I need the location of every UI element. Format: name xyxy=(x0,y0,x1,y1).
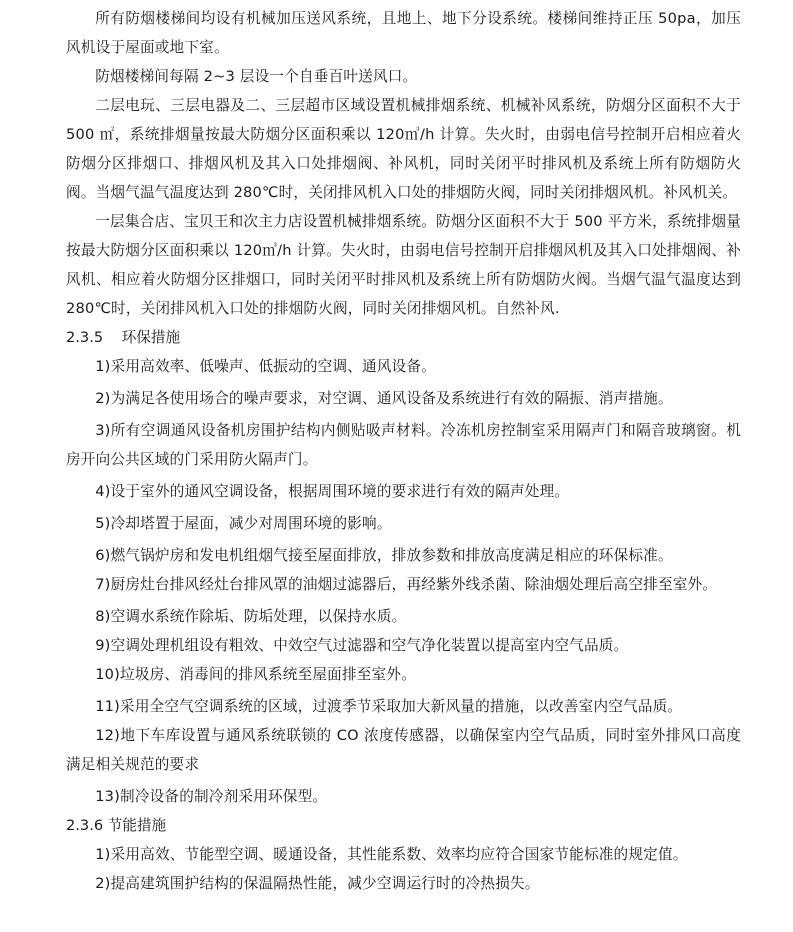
paragraph-first-floor-smoke-exhaust: 一层集合店、宝贝王和次主力店设置机械排烟系统。防烟分区面积不大于 500 平方米，系统排烟量按最大防烟分区面积乘以 120㎥/h 计算。失火时，由弱电信号控制开启排烟风机及其入口处排烟阀、补风机、相应着火防烟分区排烟口，同时关闭平时排风机及系统上所有防烟防火阀。当烟气温气温度达到 280℃时，关闭排风机入口处的排烟防火阀，同时关闭排烟风机。自然补风. xyxy=(66,213,741,317)
section-heading-environmental: 2.3.5 环保措施 xyxy=(66,329,181,346)
list-item: 8)空调水系统作除垢、防垢处理，以保持水质。 xyxy=(95,608,407,625)
list-item: 2)为满足各使用场合的噪声要求，对空调、通风设备及系统进行有效的隔振、消声措施。 xyxy=(95,390,673,407)
paragraph-louver: 防烟楼梯间每隔 2~3 层设一个自垂百叶送风口。 xyxy=(95,68,418,85)
list-item: 1)采用高效、节能型空调、暖通设备，其性能系数、效率均应符合国家节能标准的规定值。 xyxy=(95,846,688,863)
paragraph-pressurization: 所有防烟楼梯间均设有机械加压送风系统，且地上、地下分设系统。楼梯间维持正压 50pa，加压风机设于屋面或地下室。 xyxy=(66,10,741,56)
section-heading-energy-saving: 2.3.6 节能措施 xyxy=(66,817,167,834)
list-item: 5)冷却塔置于屋面，减少对周围环境的影响。 xyxy=(95,515,392,532)
list-item: 1)采用高效率、低噪声、低振动的空调、通风设备。 xyxy=(95,358,437,375)
list-item: 2)提高建筑围护结构的保温隔热性能，减少空调运行时的冷热损失。 xyxy=(95,875,540,892)
list-item: 3)所有空调通风设备机房围护结构内侧贴吸声材料。冷冻机房控制室采用隔声门和隔音玻璃窗。机房开向公共区域的门采用防火隔声门。 xyxy=(66,422,741,468)
list-item: 10)垃圾房、消毒间的排风系统至屋面排至室外。 xyxy=(95,666,416,683)
list-item: 12)地下车库设置与通风系统联锁的 CO 浓度传感器，以确保室内空气品质，同时室外排风口高度满足相关规范的要求 xyxy=(66,727,741,773)
list-item: 4)设于室外的通风空调设备，根据周围环境的要求进行有效的隔声处理。 xyxy=(95,483,570,500)
list-item: 11)采用全空气空调系统的区域，过渡季节采取加大新风量的措施，以改善室内空气品质。 xyxy=(95,698,683,715)
list-item: 7)厨房灶台排风经灶台排风罩的油烟过滤器后，再经紫外线杀菌、除油烟处理后高空排至室外。 xyxy=(95,576,718,593)
list-item: 13)制冷设备的制冷剂采用环保型。 xyxy=(95,788,328,805)
list-item: 6)燃气锅炉房和发电机组烟气接至屋面排放，排放参数和排放高度满足相应的环保标准。 xyxy=(95,547,673,564)
list-item: 9)空调处理机组设有粗效、中效空气过滤器和空气净化装置以提高室内空气品质。 xyxy=(95,637,629,654)
paragraph-mechanical-smoke-exhaust: 二层电玩、三层电器及二、三层超市区域设置机械排烟系统、机械补风系统，防烟分区面积不大于 500 ㎡，系统排烟量按最大防烟分区面积乘以 120㎥/h 计算。失火时，由弱电信号控制开启相应着火防烟分区排烟口、排烟风机及其入口处排烟阀、补风机，同时关闭平时排风机及系统上所有防烟防火阀。当烟气温气温度达到 280℃时，关闭排风机入口处的排烟防火阀，同时关闭排烟风机。补风机关。 xyxy=(66,97,741,201)
